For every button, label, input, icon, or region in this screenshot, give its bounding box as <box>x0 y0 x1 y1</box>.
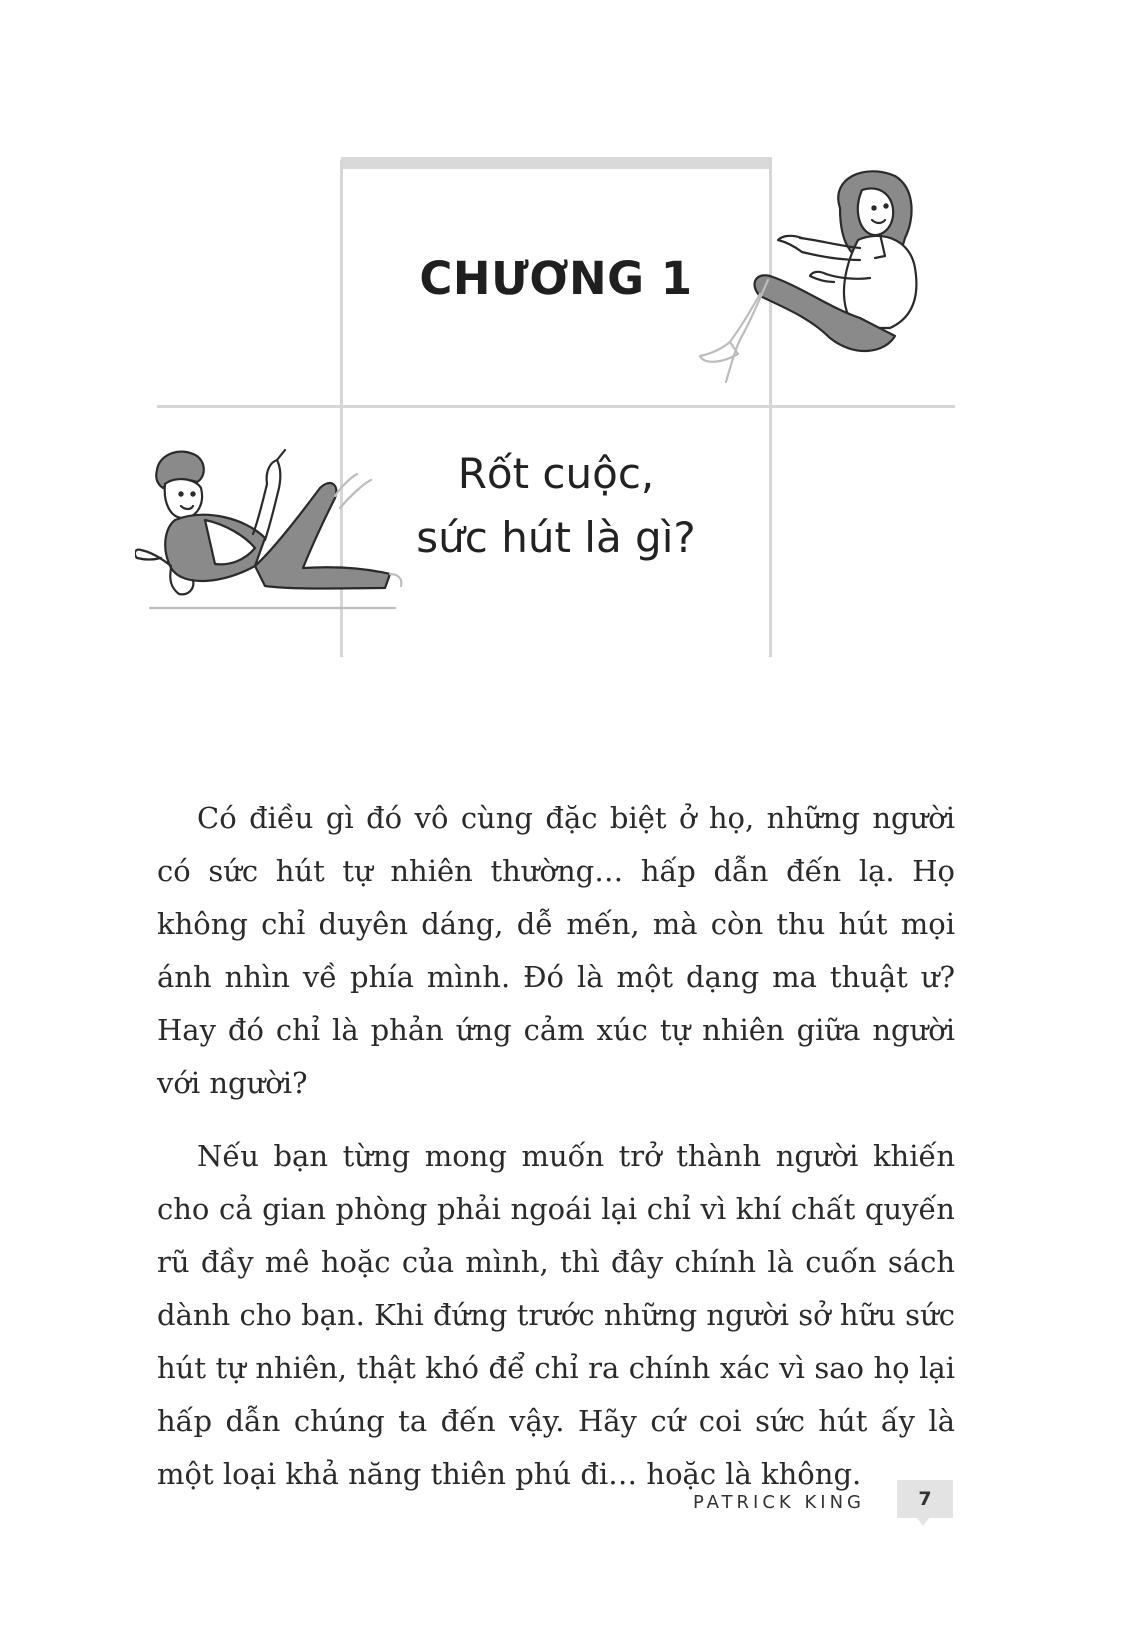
page-number: 7 <box>918 1488 932 1510</box>
page-number-tab <box>897 1480 953 1518</box>
man-reclining-illustration <box>135 448 425 620</box>
body-text <box>157 792 955 1521</box>
chapter-title-line-1: Rốt cuộc, <box>457 449 655 498</box>
chapter-title-line-2: sức hút là gì? <box>416 513 696 562</box>
body-paragraph-1: Có điều gì đó vô cùng đặc biệt ở họ, những người có sức hút tự nhiên thường… hấp dẫn đến lạ. Họ không chỉ duyên dáng, dễ mến, mà còn thu hút mọi ánh nhìn về phía mình. Đó là một dạng ma thuật ư? Hay đó chỉ là phản ứng cảm xúc tự nhiên giữa người với người? <box>157 801 955 1100</box>
woman-sitting-illustration <box>690 168 960 408</box>
footer-author: PATRICK KING <box>692 1492 865 1513</box>
chapter-label: CHƯƠNG 1 <box>419 252 693 305</box>
body-paragraph-2: Nếu bạn từng mong muốn trở thành người khiến cho cả gian phòng phải ngoái lại chỉ vì khí chất quyến rũ đầy mê hoặc của mình, thì đây chính là cuốn sách dành cho bạn. Khi đứng trước những người sở hữu sức hút tự nhiên, thật khó để chỉ ra chính xác vì sao họ lại hấp dẫn chúng ta đến vậy. Hãy cứ coi sức hút ấy là một loại khả năng thiên phú đi… hoặc là không. <box>157 1139 955 1491</box>
